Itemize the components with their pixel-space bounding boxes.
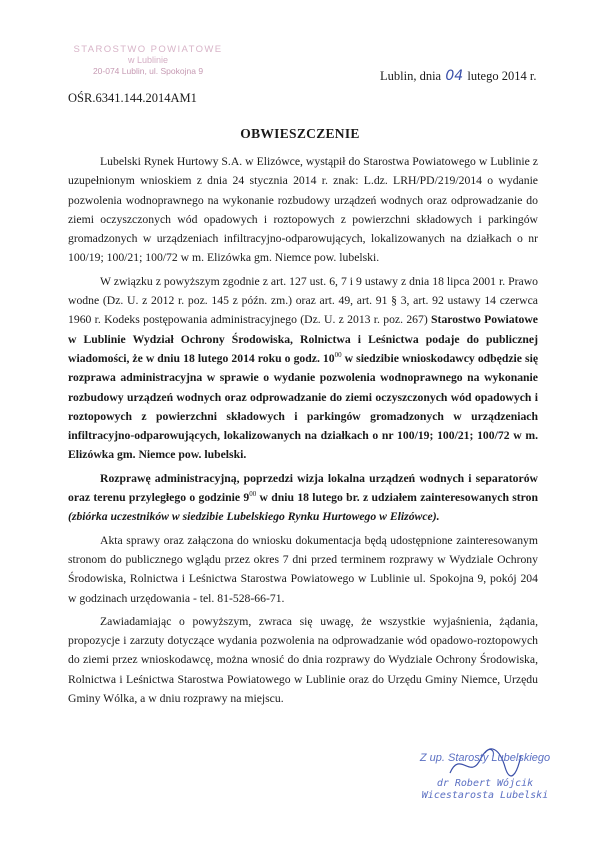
signature-line-2: dr Robert Wójcik (436, 778, 534, 789)
document-title: OBWIESZCZENIE (240, 126, 360, 141)
paragraph-2-bold-b: w siedzibie wnioskodawcy odbędzie się rozprawa administracyjna w sprawie o wydanie pozwolenia wodnoprawnego na wykonanie rozbudowy urządzeń wodnych oraz odprowadzanie do ziemi oczyszczonych wód opadowych i roztopowych z powierzchni składowych i parkingów gromadzonych w urządzeniach infiltracyjno-odparowujących, lokalizowanych na działkach o nr 100/19; 100/21; 100/72 w m. Elizówka gm. Niemce pow. lubelski. (68, 351, 539, 462)
date-prefix: Lublin, dnia (380, 69, 442, 83)
date-line (380, 68, 536, 84)
document-body (68, 152, 538, 712)
office-stamp (68, 44, 228, 77)
signature-line-3: Wicestarosta Lubelski (421, 790, 549, 801)
signature-line-1: Z up. Starosty Lubelskiego (419, 752, 551, 764)
paragraph-2-sup: 00 (334, 351, 342, 360)
date-suffix: lutego 2014 r. (467, 69, 537, 83)
paragraph-3-bold-b: w dniu 18 lutego br. z udziałem zainteresowanych stron (259, 491, 539, 505)
paragraph-3-bold-a: Rozprawę administracyjną, poprzedzi wizja lokalna urządzeń wodnych i separatorów oraz terenu przyległego o godzinie 9 (68, 471, 538, 505)
reference-number: OŚR.6341.144.2014AM1 (68, 91, 197, 105)
stamp-line-2: w Lublinie (127, 55, 169, 65)
paragraph-2 (68, 272, 538, 465)
paragraph-2-bold-a: Starostwo Powiatowe w Lublinie Wydział Ochrony Środowiska, Rolnictwa i Leśnictwa podaje do publicznej wiadomości, że w dniu 18 lutego 2014 roku o godz. 10 (68, 313, 538, 365)
paragraph-2-normal: W związku z powyższym zgodnie z art. 127 ust. 6, 7 i 9 ustawy z dnia 18 lipca 2001 r. Prawo wodne (Dz. U. z 2012 r. poz. 145 z późn. zm.) oraz art. 49, art. 91 § 3, art. 92 ustawy 14 czerwca 1960 r. Kodeks postępowania administracyjnego (Dz. U. z 2013 r. poz. 267) (68, 274, 538, 327)
paragraph-4: Akta sprawy oraz załączona do wniosku dokumentacja będą udostępnione zainteresowanym stronom do publicznego wglądu przez okres 7 dni przed terminem rozprawy w Wydziale Ochrony Środowiska, Rolnictwa i Leśnictwa Starostwa Powiatowego w Lublinie ul. Spokojna 9, pokój 204 w godzinach urzędowania - tel. 81-528-66-71. (68, 533, 538, 605)
date-day-handwritten: 04 (445, 68, 464, 84)
paragraph-3-italic: (zbiórka uczestników w siedzibie Lubelskiego Rynku Hurtowego w Elizówce). (68, 510, 440, 524)
stamp-line-3: 20-074 Lublin, ul. Spokojna 9 (92, 66, 204, 76)
paragraph-5: Zawiadamiając o powyższym, zwraca się uwagę, że wszystkie wyjaśnienia, żądania, propozycje i zarzuty dotyczące wydania pozwolenia na odprowadzanie wód opadowo-roztopowych do ziemi przez wnioskodawcę, można wnosić do dnia rozprawy do Wydziale Ochrony Środowiska, Rolnictwa i Leśnictwa Starostwa Powiatowego w Lublinie oraz do Urzędu Gminy Niemce, Urzędu Gminy Wólka, a w dniu rozprawy na miejscu. (68, 614, 538, 706)
stamp-line-1: STAROSTWO POWIATOWE (73, 44, 223, 55)
paragraph-1: Lubelski Rynek Hurtowy S.A. w Elizówce, wystąpił do Starostwa Powiatowego w Lublinie z uzupełnionym wnioskiem z dnia 24 stycznia 2014 r. znak: L.dz. LRH/PD/219/2014 o wydanie pozwolenia wodnoprawnego na wykonanie rozbudowy urządzeń wodnych oraz odprowadzanie do ziemi oczyszczonych wód opadowych i roztopowych z powierzchni składowych i parkingów gromadzonych w urządzeniach infiltracyjno-odparowujących, lokalizowanych na działkach o nr 100/19; 100/21; 100/72 w m. Elizówka gm. Niemce pow. lubelski. (68, 155, 538, 265)
signature-stamp (400, 752, 570, 802)
paragraph-3 (68, 469, 538, 527)
paragraph-3-sup: 00 (249, 490, 257, 499)
